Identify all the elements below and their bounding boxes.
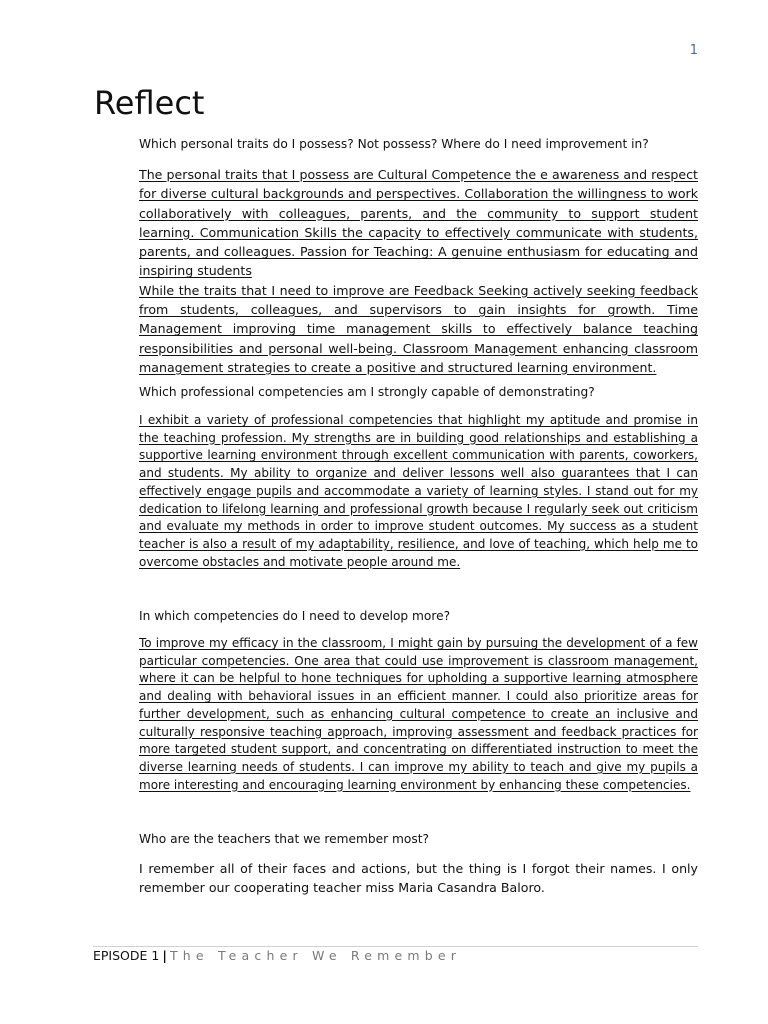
- footer-divider: [93, 946, 698, 947]
- question-competencies-to-develop: In which competencies do I need to develop more?: [139, 609, 451, 623]
- footer-subtitle: The Teacher We Remember: [169, 948, 462, 963]
- footer-separator: |: [162, 948, 167, 963]
- answer-teachers-remembered: I remember all of their faces and actions, but the thing is I forgot their names. I only remember our cooperating teacher miss Maria Casandra Baloro.: [139, 861, 698, 895]
- answer-paragraph: While the traits that I need to improve are Feedback Seeking actively seeking feedback from students, colleagues, and supervisors to gain insights for growth. Time Management improving time management skills to effectively balance teaching responsibilities and personal well-being. Classroom Management enhancing classroom management strategies to create a positive and structured learning environment.: [139, 282, 698, 375]
- answer-personal-traits: [139, 165, 698, 377]
- question-teachers-remembered: Who are the teachers that we remember most?: [139, 832, 429, 846]
- footer-episode: EPISODE 1: [93, 948, 160, 963]
- page-title: Reflect: [94, 84, 205, 122]
- page-number: 1: [689, 43, 698, 58]
- answer-professional-competencies: I exhibit a variety of professional competencies that highlight my aptitude and promise in the teaching profession. My strengths are in building good relationships and establishing a supportive learning environment through excellent communication with parents, coworkers, and students. My ability to organize and deliver lessons well also guarantees that I can effectively engage pupils and accommodate a variety of learning styles. I stand out for my dedication to lifelong learning and professional growth because I regularly seek out criticism and evaluate my methods in order to improve student outcomes. My success as a student teacher is also a result of my adaptability, resilience, and love of teaching, which help me to overcome obstacles and motivate people around me.: [139, 413, 698, 569]
- page-footer: [93, 948, 461, 963]
- question-professional-competencies: Which professional competencies am I strongly capable of demonstrating?: [139, 385, 595, 399]
- question-personal-traits: Which personal traits do I possess? Not possess? Where do I need improvement in?: [139, 137, 649, 151]
- answer-competencies-to-develop: To improve my efficacy in the classroom, I might gain by pursuing the development of a few particular competencies. One area that could use improvement is classroom management, where it can be helpful to hone techniques for upholding a supportive learning atmosphere and dealing with behavioral issues in an efficient manner. I could also prioritize areas for further development, such as enhancing cultural competence to create an inclusive and culturally responsive teaching approach, improving assessment and feedback practices for more targeted student support, and concentrating on differentiated instruction to meet the diverse learning needs of students. I can improve my ability to teach and give my pupils a more interesting and encouraging learning environment by enhancing these competencies.: [139, 636, 698, 792]
- answer-paragraph: The personal traits that I possess are Cultural Competence the e awareness and respect for diverse cultural backgrounds and perspectives. Collaboration the willingness to work collaboratively with colleagues, parents, and the community to support student learning. Communication Skills the capacity to effectively communicate with students, parents, and colleagues. Passion for Teaching: A genuine enthusiasm for educating and inspiring students: [139, 167, 698, 279]
